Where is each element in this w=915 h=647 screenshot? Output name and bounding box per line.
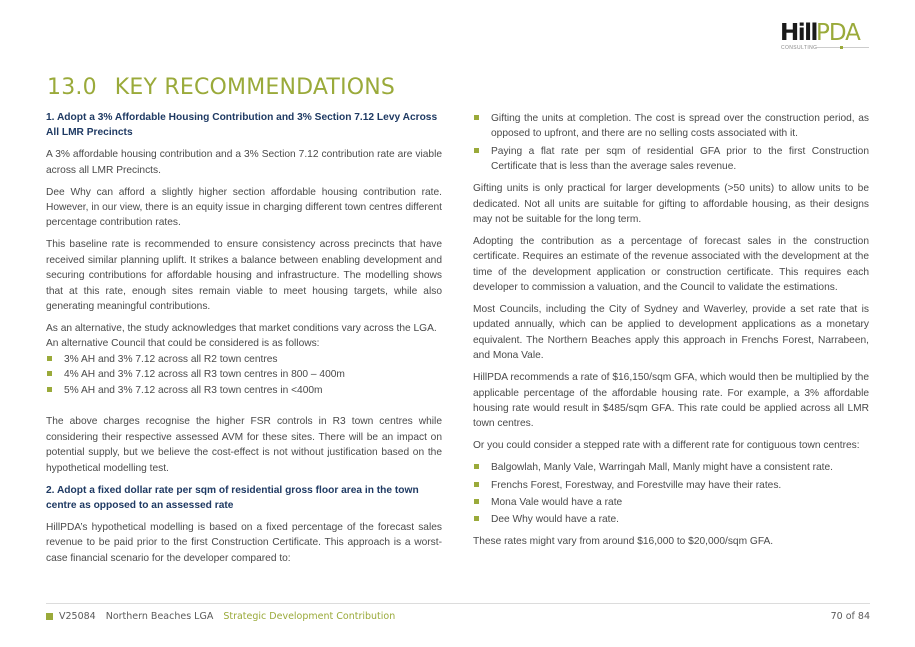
paragraph: Adopting the contribution as a percentage of forecast sales in the construction certificate. Requires an estimate of the revenue associated with the development at the time of the development application or construction certificate. This requires each developer to commission a valuation, and the Council to validate the estimations. (473, 235, 869, 294)
logo-pda-text: PDA (816, 20, 860, 46)
list-item: 4% AH and 3% 7.12 across all R3 town centres in 800 – 400m (46, 367, 442, 382)
list-item: 5% AH and 3% 7.12 across all R3 town centres in <400m (46, 383, 442, 398)
footer-divider (46, 603, 870, 604)
paragraph: Or you could consider a stepped rate with a different rate for contiguous town centres: (473, 440, 860, 452)
paragraph: Dee Why can afford a slightly higher section affordable housing contribution rate. However, in our view, there is an equity issue in charging different town centres different percentage contribution rates. (46, 186, 442, 229)
bullet-icon (474, 115, 479, 120)
list-item: Gifting the units at completion. The cost is spread over the construction period, as opposed to upfront, and there are no selling costs associated with it. (473, 111, 869, 142)
bullet-icon (474, 516, 479, 521)
project-code: V25084 (59, 611, 96, 622)
footer (46, 611, 395, 622)
bullet-icon (47, 371, 52, 376)
footer-square-icon (46, 613, 53, 620)
bullet-icon (474, 482, 479, 487)
hillpda-logo (780, 20, 872, 52)
paragraph: This baseline rate is recommended to ensure consistency across precincts that have received similar planning uplift. It strikes a balance between enabling development and securing contributions for affordable housing and infrastructure. The modelling shows that at this rate, enough sites remain viable to meet housing targets, while also generating meaningful contributions. (46, 239, 442, 312)
list-item: Balgowlah, Manly Vale, Warringah Mall, Manly might have a consistent rate. (473, 460, 869, 475)
comparison-list (473, 111, 869, 175)
section-number: 13.0 (47, 74, 97, 100)
alternative-options-list (46, 352, 442, 398)
logo-dot (840, 46, 843, 49)
logo-tagline: CONSULTING (781, 45, 818, 51)
recommendation-2-heading: 2. Adopt a fixed dollar rate per sqm of residential gross floor area in the town centre as opposed to an assessed rate (46, 484, 419, 511)
list-item: Frenchs Forest, Forestway, and Forestville may have their rates. (473, 478, 869, 493)
logo-rule (817, 47, 869, 48)
footer-lga: Northern Beaches LGA (105, 611, 214, 622)
paragraph: HillPDA’s hypothetical modelling is based on a fixed percentage of the forecast sales revenue to be paid prior to the first Construction Certificate. This approach is a worst-case financial scenario for the developer compared to: (46, 521, 442, 564)
right-column (473, 110, 869, 556)
paragraph (46, 321, 442, 352)
paragraph: Gifting units is only practical for larger developments (>50 units) to allow units to be dedicated. Not all units are suitable for gifting to affordable housing, as their designs may not be suitable for the long term. (473, 183, 869, 225)
recommendation-1-heading: 1. Adopt a 3% Affordable Housing Contribution and 3% Section 7.12 Levy Across All LMR Precincts (46, 112, 438, 139)
paragraph: The above charges recognise the higher FSR controls in R3 town centres while considering their respective assessed AVM for these sites. There will be an impact on potential supply, but we believe the cost-effect is not without justification based on the hypothetical modelling test. (46, 416, 442, 474)
list-item: Paying a flat rate per sqm of residential GFA prior to the first Construction Certificate that is less than the average sales revenue. (473, 144, 869, 175)
paragraph: HillPDA recommends a rate of $16,150/sqm GFA, which would then be multiplied by the applicable percentage of the affordable housing rate. For example, a 3% affordable housing rate would result in $485/sqm GFA. This rate could be applied across all LMR town centres. (473, 372, 869, 430)
footer-document-title: Strategic Development Contribution (223, 611, 396, 622)
list-item: Dee Why would have a rate. (473, 512, 869, 527)
logo-hill-text: Hill (780, 20, 817, 46)
paragraph: These rates might vary from around $16,000 to $20,000/sqm GFA. (473, 536, 774, 548)
paragraph: A 3% affordable housing contribution and a 3% Section 7.12 contribution rate are viable across all LMR Precincts. (46, 149, 442, 176)
alternative-intro-line-1: As an alternative, the study acknowledges that market conditions vary across the LGA. (46, 322, 437, 334)
bullet-icon (47, 356, 52, 361)
bullet-icon (474, 499, 479, 504)
bullet-icon (47, 387, 52, 392)
list-item: Mona Vale would have a rate (473, 495, 869, 510)
bullet-icon (474, 464, 479, 469)
section-title: KEY RECOMMENDATIONS (114, 74, 396, 100)
list-item: 3% AH and 3% 7.12 across all R2 town centres (46, 352, 442, 367)
alternative-intro-line-2: An alternative Council that could be considered is as follows: (46, 338, 320, 350)
stepped-rate-list (473, 460, 869, 528)
bullet-icon (474, 148, 479, 153)
page-title (47, 75, 395, 100)
page-number: 70 of 84 (830, 611, 870, 622)
paragraph: Most Councils, including the City of Sydney and Waverley, provide a set rate that is updated annually, which can be applied to development applications as a monetary equivalent. The Northern Beaches apply this approach in Frenchs Forest, Narrabeen, and Mona Vale. (473, 303, 869, 362)
left-column (46, 110, 442, 573)
